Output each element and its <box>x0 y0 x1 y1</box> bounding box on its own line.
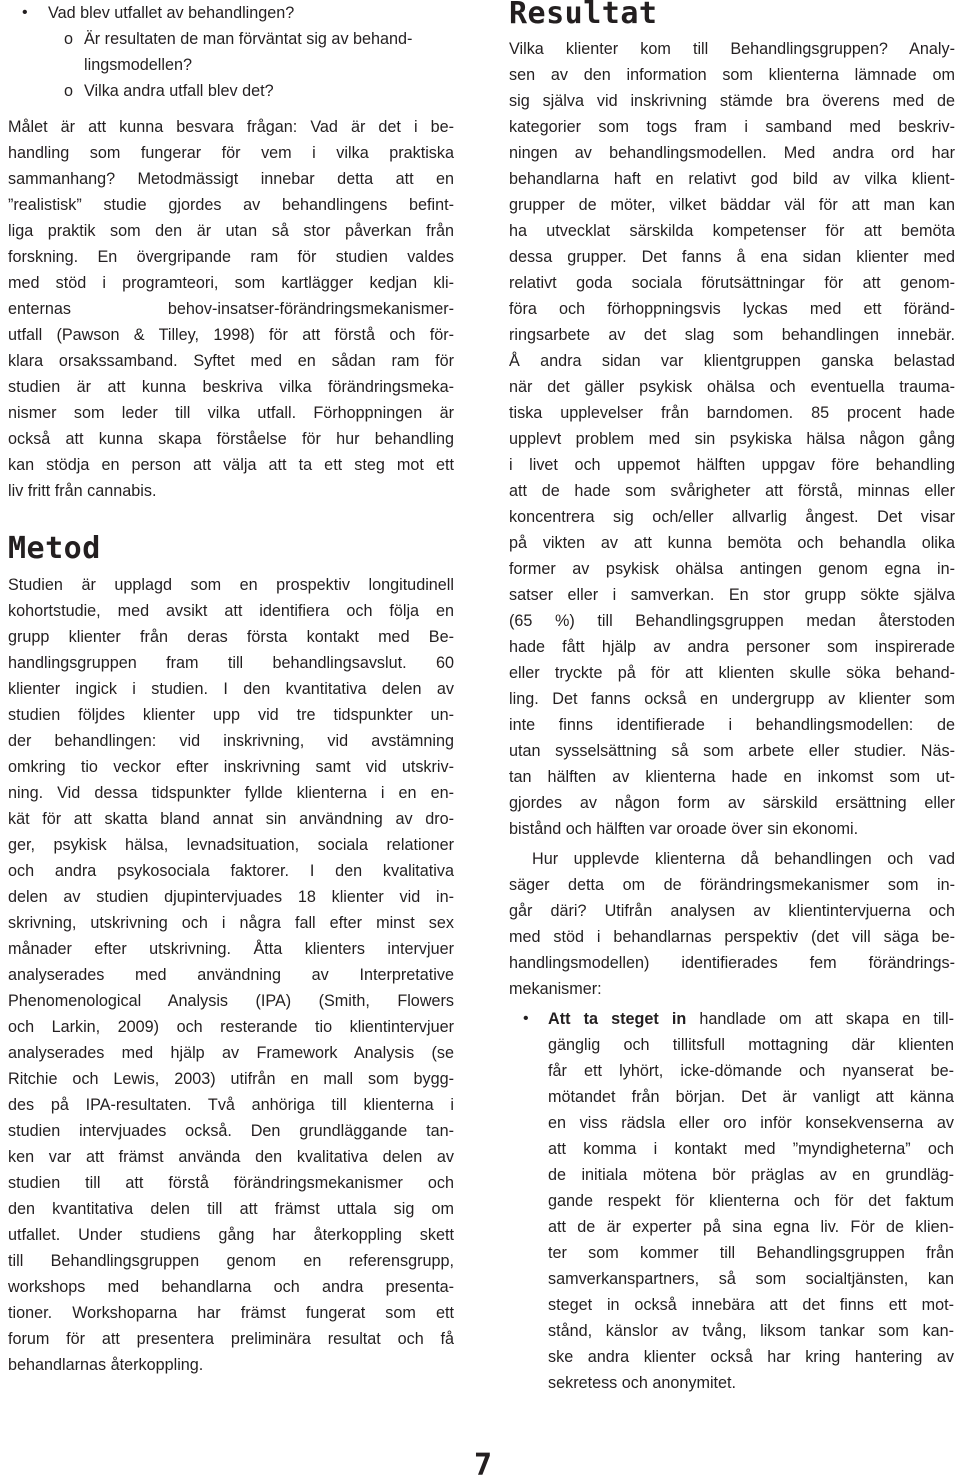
text-line: ringsarbete av det slag som behandlingen innebär. <box>509 326 955 344</box>
text-line: utan sysselsättning så som arbete eller studier. Näs- <box>509 742 955 760</box>
text-line: workshops med behandlarna och andra presenta- <box>8 1278 454 1296</box>
sub-question-1: Är resultaten de man förväntat sig av behand- <box>84 30 413 48</box>
text-line: den kvantitativa delen till att främst uttala sig om <box>8 1200 454 1218</box>
text-line: också att kunna skapa förståelse för hur behandling <box>8 430 454 448</box>
text-line: sen av den information som klienterna lämnade om <box>509 66 955 84</box>
text-line: (65 %) till Behandlingsgruppen medan återstoden <box>509 612 955 630</box>
text-line: steget in också innebära att det finns ett mot- <box>548 1296 954 1314</box>
sub-marker: o <box>64 82 74 100</box>
text-line: sammanhang? Metodmässigt innebar detta att en <box>8 170 454 188</box>
text-line: och andra psykosociala faktorer. I den kvalitativa <box>8 862 454 880</box>
text-line: att komma i kontakt med ”myndigheterna” och <box>548 1140 954 1158</box>
text-line: former av psykisk ohälsa antingen genom egna in- <box>509 560 955 578</box>
text-line: kät för att skatta bland annat sin användning av dro- <box>8 810 454 828</box>
text-line: studien är att kunna beskriva vilka förändringsmeka- <box>8 378 454 396</box>
text-line: forum för att presentera preliminära resultat och få <box>8 1330 454 1348</box>
text-line: grupper de möter, vilket bäddar väl för att man kan <box>509 196 955 214</box>
text-line: analyserades med användning av Interpretative <box>8 966 454 984</box>
text-line: sig själva vid inskrivning stämde bra överens med de <box>509 92 955 110</box>
sub-marker: o <box>64 30 74 48</box>
text-line: ger, psykisk hälsa, levnadsituation, sociala relationer <box>8 836 454 854</box>
text-line: grupp klienter från deras första kontakt med Be- <box>8 628 454 646</box>
text-line: månader efter utskrivning. Åtta klienters intervjuer <box>8 940 454 958</box>
page-number: 7 <box>473 1448 493 1483</box>
text-line: ter som kommer till Behandlingsgruppen från <box>548 1244 954 1262</box>
text-line: kategorier som togs fram i samband med beskriv- <box>509 118 955 136</box>
text-line: inte finns identifierade i behandlingsmodellen: de <box>509 716 955 734</box>
text-line: går däri? Utifrån analysen av klientintervjuerna och <box>509 902 955 920</box>
text-line: Hur upplevde klienterna då behandlingen och vad <box>532 850 955 868</box>
text-line: när det gäller psykisk ohälsa och eventuella trauma- <box>509 378 955 396</box>
sub-question-2: Vilka andra utfall blev det? <box>84 82 274 100</box>
bullet-first-rest: handlade om att skapa en till- <box>686 1010 954 1028</box>
text-line: stånd, känslor av tvång, liksom tankar som kan- <box>548 1322 954 1340</box>
text-line: Vilka klienter kom till Behandlingsgruppen? Analy- <box>509 40 955 58</box>
bullet-dot: • <box>523 1010 529 1027</box>
text-line: ha utvecklat särskilda kompetenser för att bemöta <box>509 222 955 240</box>
bullet-first-line <box>548 1006 954 1032</box>
text-line: och Larkin, 2009) och resterande tio klientintervjuer <box>8 1018 454 1036</box>
text-line: att de är experter på sina egna liv. För de klien- <box>548 1218 954 1236</box>
text-line: till Behandlingsgruppen genom en referensgrupp, <box>8 1252 454 1270</box>
text-line: att de hade som svårigheter att förstå, minnas eller <box>509 482 955 500</box>
text-line: handlingsgruppen fram till behandlingsavslut. 60 <box>8 654 454 672</box>
text-line: säger detta om de förändringsmekanismer som in- <box>509 876 955 894</box>
text-line: i livet och uppemot hälften uppgav före behandling <box>509 456 955 474</box>
text-line: ning. Vid dessa tidspunkter fyllde klienterna i en en- <box>8 784 454 802</box>
text-line: dessa grupper. Det fanns å ena sidan klienter med <box>509 248 955 266</box>
text-line: analyserades med hjälp av Framework Analysis (se <box>8 1044 454 1062</box>
text-line: på vikten av att kunna bemöta och behandla olika <box>509 534 955 552</box>
question-main: Vad blev utfallet av behandlingen? <box>48 4 295 22</box>
text-line: enternas behov-insatser-förändringsmekanismer- <box>8 300 454 318</box>
text-line: relativt goda sociala förutsättningar för att genom- <box>509 274 955 292</box>
text-line: mötandet från början. Det är vanligt att känna <box>548 1088 954 1106</box>
text-line: samverkanspartners, så som socialtjänsten, kan <box>548 1270 954 1288</box>
sub-question-1-cont: lingsmodellen? <box>84 56 192 74</box>
resultat-heading: Resultat <box>509 0 658 31</box>
text-line: der behandlingen: vid inskrivning, vid avstämning <box>8 732 454 750</box>
text-line: klara orsakssamband. Syftet med en sådan ram för <box>8 352 454 370</box>
text-line: eller tryckte på för att klienten skulle söka behand- <box>509 664 955 682</box>
text-line: koncentrera sig och/eller allvarlig ångest. Det visar <box>509 508 955 526</box>
text-line: satser eller i samverkan. En stor grupp sökte själva <box>509 586 955 604</box>
text-line: kan stödja en person att välja att ta ett steg mot ett <box>8 456 454 474</box>
text-line: får ett lyhört, icke-dömande och nyanserat be- <box>548 1062 954 1080</box>
text-line: Målet är att kunna besvara frågan: Vad är det i be- <box>8 118 454 136</box>
text-line: behandlarna haft en relativt god bild av vilka klient- <box>509 170 955 188</box>
text-line: gänglig och tillitsfull mottagning där klienten <box>548 1036 954 1054</box>
text-line: de initiala mötena bör präglas av en grundläg- <box>548 1166 954 1184</box>
text-line: föra och förhoppningsvis lyckas med ett föränd- <box>509 300 955 318</box>
text-line: med stöd i behandlarnas perspektiv (det vill säga be- <box>509 928 955 946</box>
text-line: behandlarnas återkoppling. <box>8 1356 204 1374</box>
text-line: ske andra klienter också har kring hantering av <box>548 1348 954 1366</box>
text-line: gjordes av någon form av särskild ersättning eller <box>509 794 955 812</box>
text-line: Studien är upplagd som en prospektiv longitudinell <box>8 576 454 594</box>
text-line: tioner. Workshoparna har främst fungerat som ett <box>8 1304 454 1322</box>
text-line: liga praktik som den är utan så stor påverkan från <box>8 222 454 240</box>
text-line: Å andra sidan var klientgruppen ganska belastad <box>509 352 955 370</box>
text-line: sekretess och anonymitet. <box>548 1374 737 1392</box>
text-line: kohortstudie, med avsikt att identifiera och följa en <box>8 602 454 620</box>
bullet-dot: • <box>22 4 28 21</box>
text-line: en viss rädsla eller oro inför konsekvenserna av <box>548 1114 954 1132</box>
text-line: upplevt problem med sin psykiska hälsa någon gång <box>509 430 955 448</box>
text-line: Phenomenological Analysis (IPA) (Smith, Flowers <box>8 992 454 1010</box>
text-line: Ritchie och Lewis, 2003) utifrån en mall som bygg- <box>8 1070 454 1088</box>
text-line: bistånd och hälften var oroade över sin ekonomi. <box>509 820 859 838</box>
text-line: klienter ingick i studien. I den kvantitativa delen av <box>8 680 454 698</box>
text-line: hade fått hjälp av andra personer som inspirerade <box>509 638 955 656</box>
text-line: ken var att främst använda den kvalitativa delen av <box>8 1148 454 1166</box>
text-line: studien intervjuades också. Den grundläggande tan- <box>8 1122 454 1140</box>
metod-heading: Metod <box>8 531 101 566</box>
text-line: des på IPA-resultaten. Två anhöriga till klienterna i <box>8 1096 454 1114</box>
bullet-bold-lead: Att ta steget in <box>548 1010 687 1028</box>
text-line: gande respekt för klienterna och för det faktum <box>548 1192 954 1210</box>
text-line: skrivning, utskrivning och i några fall efter minst sex <box>8 914 454 932</box>
text-line: utfallet. Under studiens gång har återkoppling skett <box>8 1226 454 1244</box>
text-line: studien till att förstå förändringsmekanismer och <box>8 1174 454 1192</box>
text-line: utfall (Pawson & Tilley, 1998) för att förstå och för- <box>8 326 454 344</box>
text-line: ling. Det fanns också en undergrupp av klienter som <box>509 690 955 708</box>
text-line: studien följdes klienter upp vid tre tidspunkter un- <box>8 706 454 724</box>
text-line: tan hälften av klienterna hade en inkomst som ut- <box>509 768 955 786</box>
text-line: mekanismer: <box>509 980 602 998</box>
text-line: handlingsmodellen) identifierades fem förändrings- <box>509 954 955 972</box>
text-line: med stöd i programteori, som kartlägger kedjan kli- <box>8 274 454 292</box>
text-line: omkring tio veckor efter inskrivning samt vid utskriv- <box>8 758 454 776</box>
text-line: forskning. En övergripande ram för studien valdes <box>8 248 454 266</box>
text-line: delen av studien djupintervjuades 18 klienter vid in- <box>8 888 454 906</box>
text-line: liv fritt från cannabis. <box>8 482 157 500</box>
text-line: handling som fungerar för vem i vilka praktiska <box>8 144 454 162</box>
text-line: nismer som leder till vilka utfall. Förhoppningen är <box>8 404 454 422</box>
text-line: ”realistisk” studie gjordes av behandlingens befint- <box>8 196 454 214</box>
text-line: tiska upplevelser från barndomen. 85 procent hade <box>509 404 955 422</box>
text-line: ningen av behandlingsmodellen. Med andra ord har <box>509 144 955 162</box>
